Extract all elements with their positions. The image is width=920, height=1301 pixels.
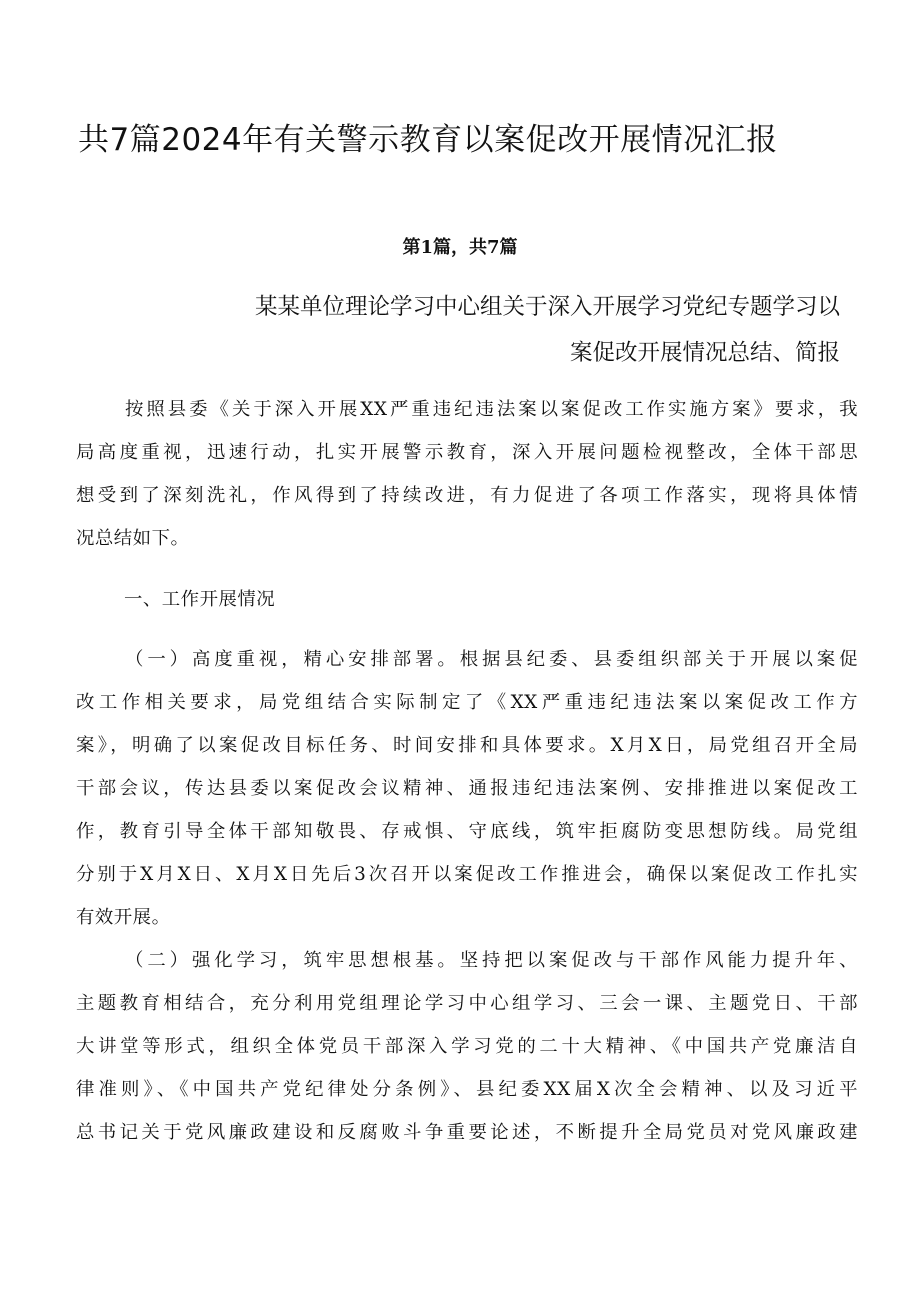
text-line: 按照县委《关于深入开展XX严重违纪违法案以案促改工作实施方案》要求，我	[125, 399, 858, 420]
part-label: 第1篇，共7篇	[402, 237, 518, 258]
intro-paragraph	[76, 388, 858, 560]
text-line: 想受到了深刻洗礼，作风得到了持续改进，有力促进了各项工作落实，现将具体情	[76, 485, 858, 506]
document-title: 共7篇2024年有关警示教育以案促改开展情况汇报	[78, 122, 778, 158]
text-line: 干部会议，传达县委以案促改会议精神、通报违纪违法案例、安排推进以案促改工	[76, 778, 858, 799]
paragraph-study	[76, 939, 858, 1154]
text-line: 况总结如下。	[76, 528, 190, 549]
text-line: 主题教育相结合，充分利用党组理论学习中心组学习、三会一课、主题党日、干部	[76, 993, 858, 1014]
text-line: 分别于X月X日、X月X日先后3次召开以案促改工作推进会，确保以案促改工作扎实	[76, 864, 858, 885]
text-line: 案》，明确了以案促改目标任务、时间安排和具体要求。X月X日，局党组召开全局	[76, 735, 858, 756]
text-line: （一）高度重视，精心安排部署。根据县纪委、县委组织部关于开展以案促	[125, 649, 858, 670]
subtitle-line: 案促改开展情况总结、简报	[569, 340, 840, 366]
text-line: 改工作相关要求，局党组结合实际制定了《XX严重违纪违法案以案促改工作方	[76, 692, 858, 713]
text-line: 大讲堂等形式，组织全体党员干部深入学习党的二十大精神、《中国共产党廉洁自	[76, 1036, 858, 1057]
subtitle-line: 某某单位理论学习中心组关于深入开展学习党纪专题学习以	[254, 294, 840, 320]
text-line: 局高度重视，迅速行动，扎实开展警示教育，深入开展问题检视整改，全体干部思	[76, 442, 858, 463]
text-line: 律准则》、《中国共产党纪律处分条例》、县纪委XX届X次全会精神、以及习近平	[76, 1079, 858, 1100]
text-line: （二）强化学习，筑牢思想根基。坚持把以案促改与干部作风能力提升年、	[125, 950, 858, 971]
text-line: 有效开展。	[76, 907, 171, 928]
report-subtitle	[100, 284, 840, 376]
text-line: 作，教育引导全体干部知敬畏、存戒惧、守底线，筑牢拒腐防变思想防线。局党组	[76, 821, 858, 842]
paragraph-deployment	[76, 638, 858, 939]
text-line: 总书记关于党风廉政建设和反腐败斗争重要论述，不断提升全局党员对党风廉政建	[76, 1122, 858, 1143]
section-heading: 一、工作开展情况	[124, 589, 276, 610]
